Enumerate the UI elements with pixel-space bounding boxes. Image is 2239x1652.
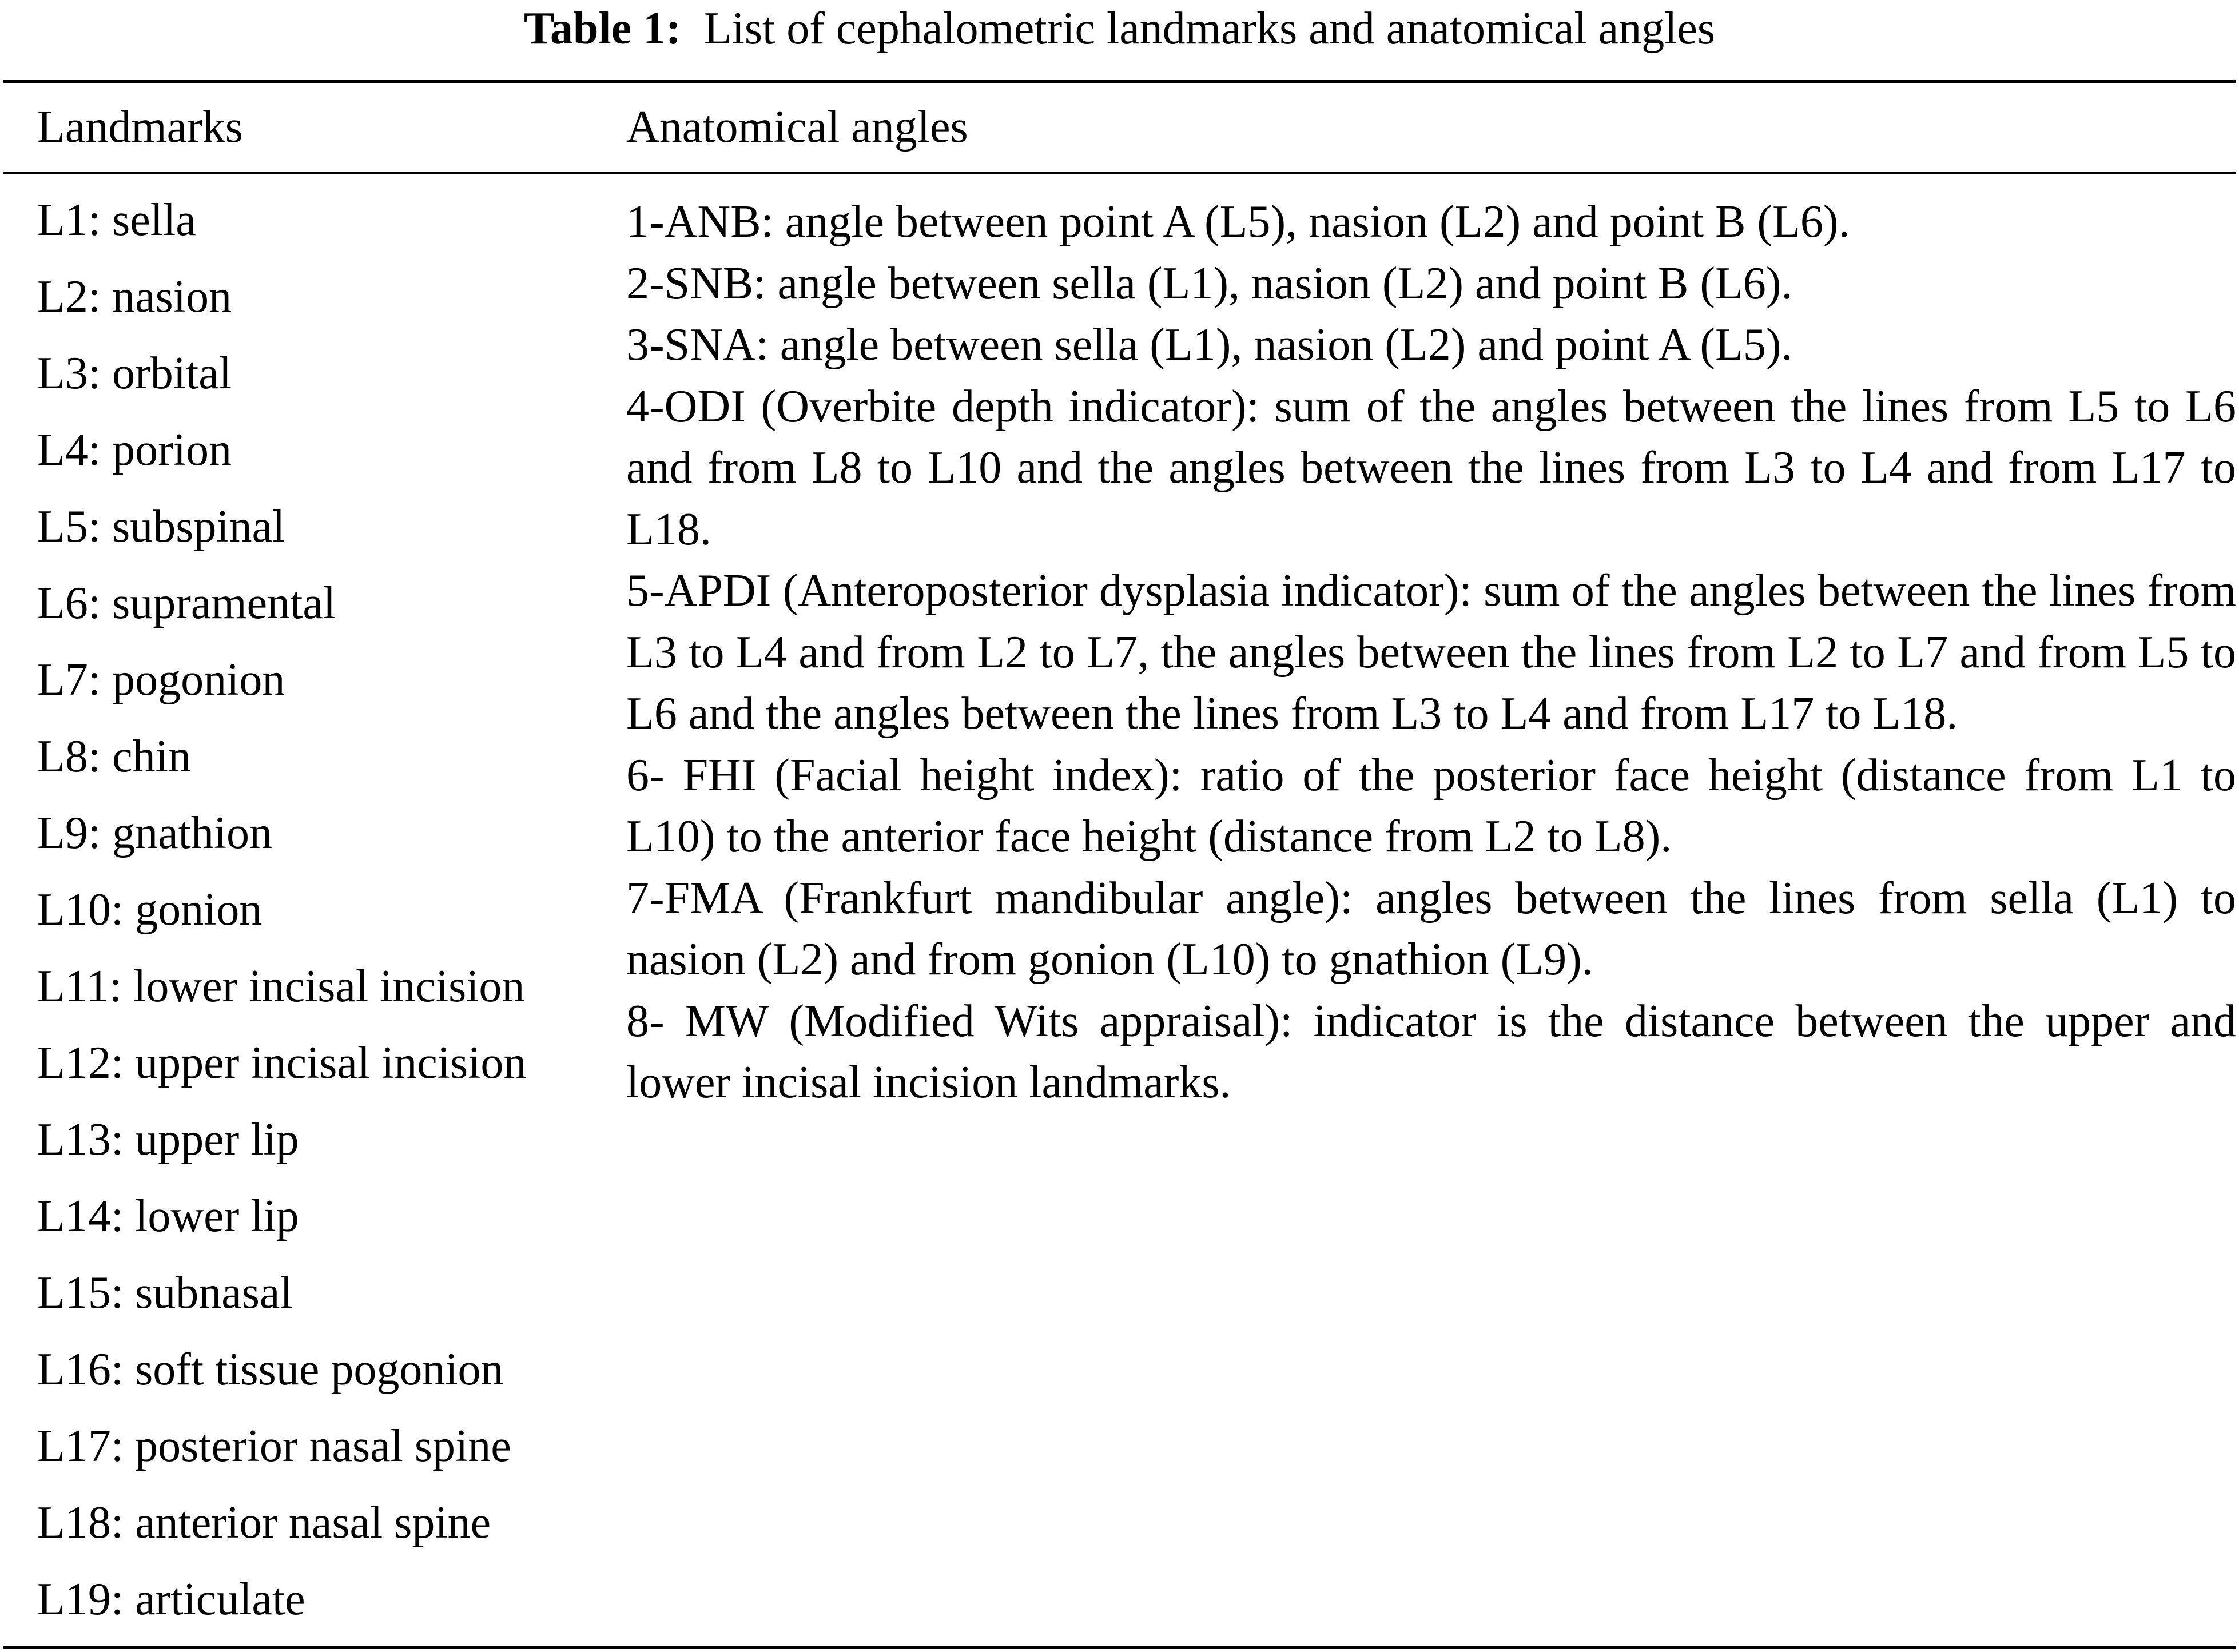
landmark-item: L18: anterior nasal spine (37, 1498, 491, 1548)
anatomical-angles-list (626, 192, 2236, 1114)
angle-item-apdi: 5-APDI (Anteroposterior dysplasia indicator): sum of the angles between the lines from L3 to L4 and from L2 to L7, the angles between the lines from L2 to L7 and from L5 to L6 and the angles between the lines from L3 to L4 and from L17 to L18. (626, 566, 2236, 739)
landmark-item: L11: lower incisal incision (37, 961, 525, 1012)
landmark-item: L2: nasion (37, 272, 232, 322)
landmark-item: L6: supramental (37, 578, 336, 628)
table-top-rule (3, 80, 2236, 83)
table-caption (0, 0, 2239, 62)
landmark-item: L16: soft tissue pogonion (37, 1344, 504, 1395)
landmark-item: L13: upper lip (37, 1114, 299, 1165)
landmark-item: L19: articulate (37, 1574, 305, 1625)
landmark-item: L15: subnasal (37, 1268, 293, 1318)
landmark-item: L5: subspinal (37, 501, 285, 552)
column-header-anatomical-angles: Anatomical angles (626, 102, 968, 152)
landmark-item: L10: gonion (37, 885, 263, 935)
angle-item-fhi: 6- FHI (Facial height index): ratio of the posterior face height (distance from L1 to L10) to the anterior face height (distance from L2 to L8). (626, 750, 2236, 862)
landmark-item: L12: upper incisal incision (37, 1038, 527, 1088)
table-bottom-rule (3, 1646, 2236, 1649)
landmark-item: L14: lower lip (37, 1191, 299, 1241)
landmark-item: L4: porion (37, 425, 232, 475)
column-header-landmarks: Landmarks (37, 102, 243, 152)
angle-item-snb: 2-SNB: angle between sella (L1), nasion (L2) and point B (L6). (626, 258, 1793, 309)
landmark-item: L17: posterior nasal spine (37, 1421, 511, 1471)
landmark-item: L3: orbital (37, 348, 232, 399)
angle-item-anb: 1-ANB: angle between point A (L5), nasion (L2) and point B (L6). (626, 197, 1850, 247)
angle-item-mw: 8- MW (Modified Wits appraisal): indicator is the distance between the upper and lower incisal incision landmarks. (626, 996, 2236, 1108)
angle-item-fma: 7-FMA (Frankfurt mandibular angle): angles between the lines from sella (L1) to nasion (L2) and from gonion (L10) to gnathion (L9). (626, 873, 2236, 985)
table-header-rule (3, 172, 2236, 174)
landmark-item: L1: sella (37, 195, 196, 245)
angle-item-sna: 3-SNA: angle between sella (L1), nasion (L2) and point A (L5). (626, 320, 1793, 370)
angle-item-odi: 4-ODI (Overbite depth indicator): sum of the angles between the lines from L5 to L6 and from L8 to L10 and the angles between the lines from L3 to L4 and from L17 to L18. (626, 381, 2236, 555)
landmark-item: L9: gnathion (37, 808, 273, 858)
landmarks-list (37, 192, 526, 1647)
landmark-item: L8: chin (37, 731, 191, 782)
table-caption-text: List of cephalometric landmarks and anatomical angles (703, 3, 1716, 54)
table-caption-label: Table 1: (523, 3, 681, 54)
landmark-item: L7: pogonion (37, 655, 285, 705)
